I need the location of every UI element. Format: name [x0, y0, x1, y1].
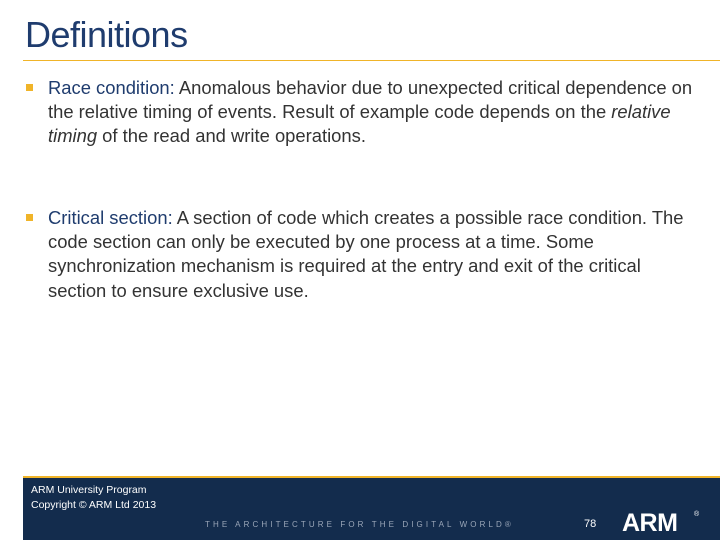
footer-copyright: Copyright © ARM Ltd 2013 — [31, 499, 157, 511]
arm-logo: ARM — [622, 509, 678, 537]
bullet-race-condition — [23, 76, 703, 149]
bullet-text — [48, 206, 703, 303]
footer-tagline: THE ARCHITECTURE FOR THE DIGITAL WORLD® — [205, 520, 514, 529]
slide-title: Definitions — [25, 14, 188, 55]
title-divider — [23, 60, 720, 61]
page-number: 78 — [584, 518, 597, 530]
definition-text-part-1: Anomalous behavior due to unexpected critical dependence on the relative timing of events. Result of example code depends on the — [48, 77, 693, 123]
term-critical-section: Critical section: — [48, 207, 173, 228]
registered-mark: ® — [694, 511, 700, 518]
term-race-condition: Race condition: — [48, 77, 175, 98]
slide-footer — [0, 476, 720, 540]
definition-emphasis: relative timing — [48, 101, 671, 147]
square-bullet-icon — [26, 214, 33, 221]
definition-text: A section of code which creates a possible race condition. The code section can only be executed by one process at a time. Some synchronization mechanism is required at the entry and exit of the critical section to ensure exclusive use. — [48, 207, 684, 301]
square-bullet-icon — [26, 84, 33, 91]
bullet-text — [48, 76, 703, 149]
definition-text-part-2: of the read and write operations. — [97, 125, 366, 147]
footer-program-name: ARM University Program — [31, 484, 147, 496]
bullet-critical-section — [23, 206, 703, 303]
